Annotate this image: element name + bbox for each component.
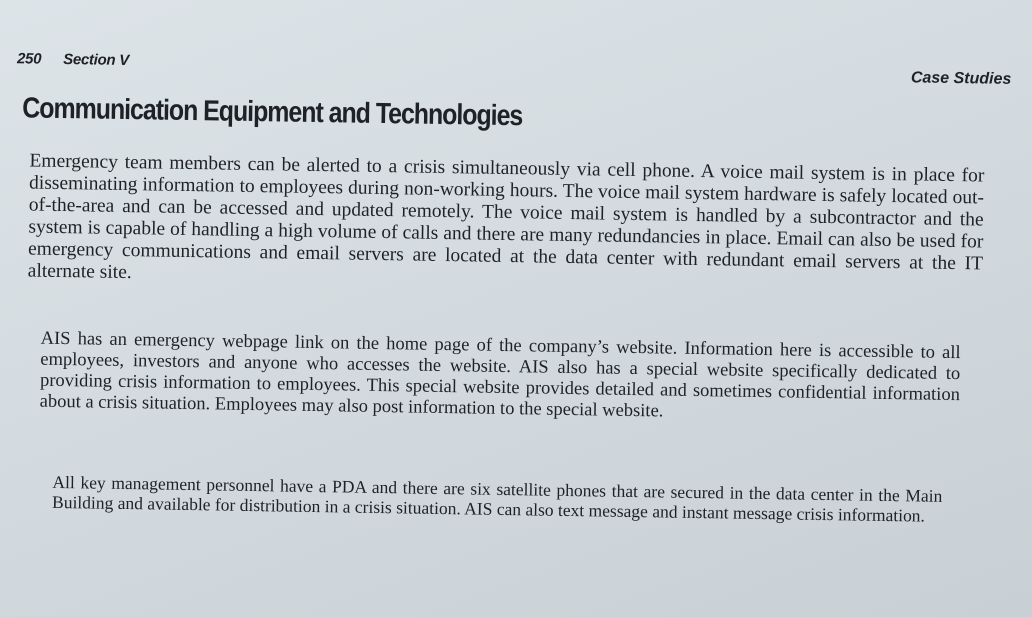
running-header-right: Case Studies <box>910 69 1012 88</box>
section-label: Section V <box>63 51 129 70</box>
paragraph-1: Emergency team members can be alerted to a crisis simultaneously via cell phone. A voice mail system is in place for disseminating information to employees during non-working hours. The voice mail system hardware is safely located out-of-the-area and can be accessed and updated remotely. The voice mail system is handled by a subcontractor and the system is capable of handling a high volume of calls and there are many redundancies in place. Email can also be used for emergency communications and email servers are located at the data center with redundant email servers at the IT alternate site. <box>27 150 985 284</box>
page-number: 250 <box>16 50 42 68</box>
paragraph-2: AIS has an emergency webpage link on the home page of the company’s website. Information here is accessible to all employees, investors and anyone who accesses the website. AIS also has a special website specifically dedicated to providing crisis information to employees. This special website provides detailed and sometimes confidential information about a crisis situation. Employees may also post information to the special website. <box>39 328 961 422</box>
running-header-left <box>17 50 129 69</box>
paragraph-3: All key management personnel have a PDA and there are six satellite phones that are secured in the data center in the Main Building and available for distribution in a crisis situation. AIS can also text message and instant message crisis information. <box>51 471 943 526</box>
section-title: Communication Equipment and Technologies <box>22 92 523 133</box>
